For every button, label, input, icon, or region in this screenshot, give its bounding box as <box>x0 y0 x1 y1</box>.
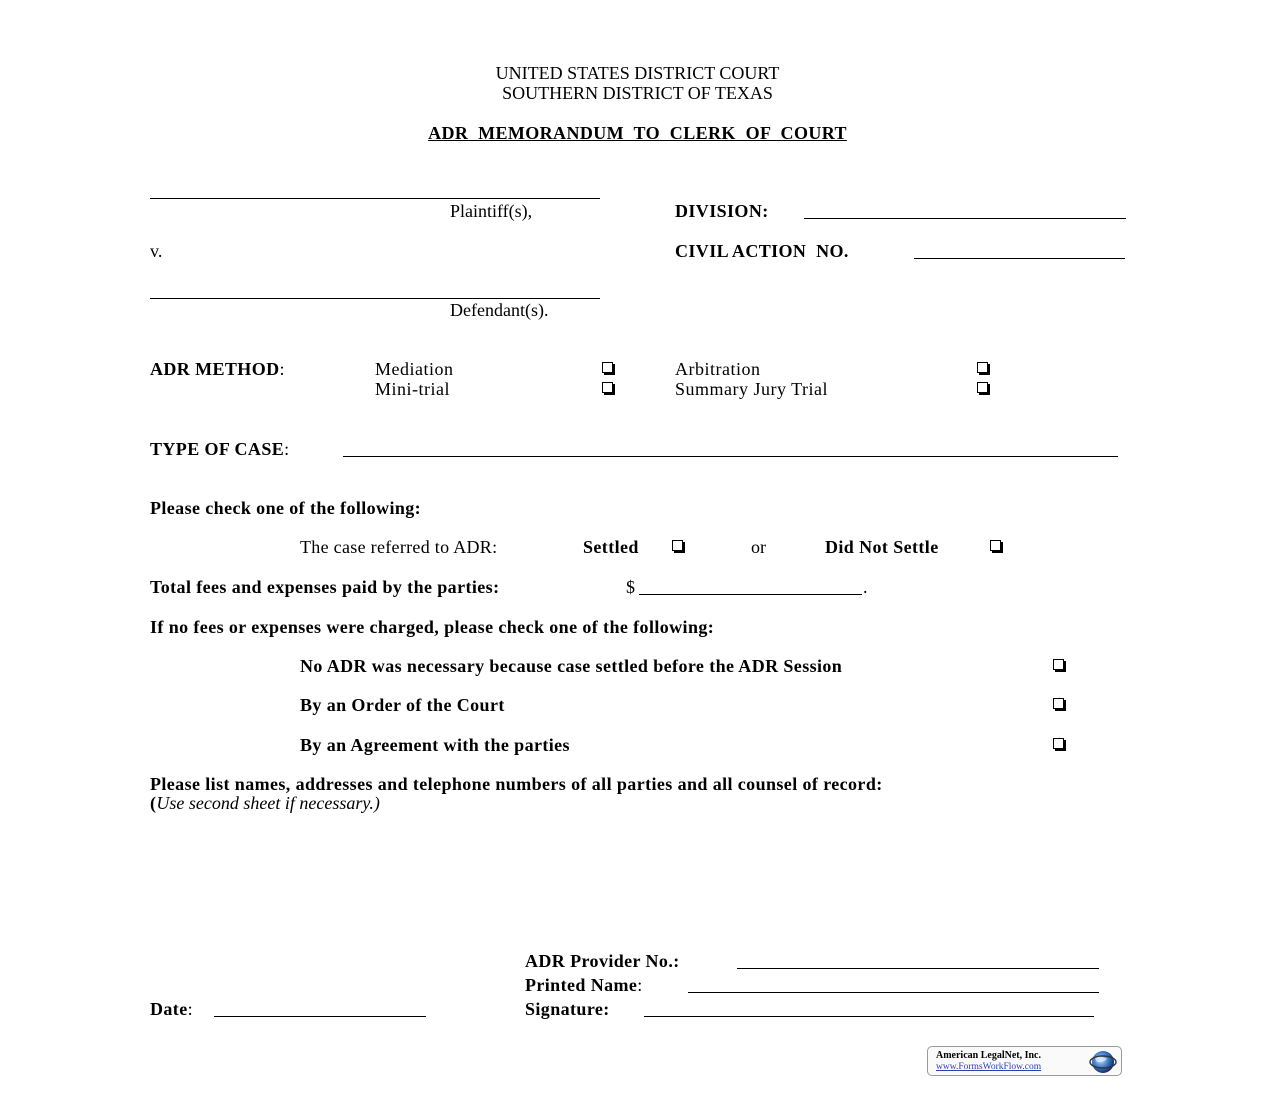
civil-action-number-field[interactable] <box>914 241 1125 259</box>
court-name: UNITED STATES DISTRICT COURT <box>495 63 780 83</box>
provider-number-field[interactable] <box>737 951 1099 969</box>
did-not-settle-checkbox[interactable] <box>990 540 1001 551</box>
agreement-with-parties-label: By an Agreement with the parties <box>300 735 570 755</box>
summary-jury-trial-label: Summary Jury Trial <box>675 379 829 399</box>
adr-method-colon: : <box>279 359 285 379</box>
adr-method-label: ADR METHOD <box>150 359 280 379</box>
versus-text: v. <box>150 241 163 261</box>
signature-field[interactable] <box>644 999 1094 1017</box>
order-of-court-label: By an Order of the Court <box>300 695 505 715</box>
printed-name-label: Printed Name <box>525 975 638 995</box>
no-adr-necessary-checkbox[interactable] <box>1053 659 1064 670</box>
fees-period: . <box>863 577 868 597</box>
form-title: ADR MEMORANDUM TO CLERK OF COURT <box>428 123 847 143</box>
type-of-case-field[interactable] <box>343 439 1118 457</box>
defendant-name-field[interactable] <box>150 280 600 298</box>
provider-number-label: ADR Provider No.: <box>525 951 680 971</box>
mediation-checkbox[interactable] <box>602 362 613 373</box>
order-of-court-checkbox[interactable] <box>1053 698 1064 709</box>
total-fees-field[interactable] <box>639 577 862 595</box>
division-label: DIVISION: <box>675 201 769 221</box>
date-label: Date <box>150 999 188 1019</box>
american-legalnet-logo[interactable] <box>927 1046 1122 1076</box>
mini-trial-label: Mini-trial <box>375 379 450 399</box>
agreement-with-parties-checkbox[interactable] <box>1053 738 1064 749</box>
parties-note-text: Use second sheet if necessary.) <box>156 793 380 813</box>
no-adr-necessary-label: No ADR was necessary because case settled before the ADR Session <box>300 656 843 676</box>
plaintiff-label: Plaintiff(s), <box>450 201 533 221</box>
currency-symbol: $ <box>626 577 635 597</box>
or-text: or <box>751 537 766 557</box>
date-heading <box>150 999 193 1019</box>
mediation-label: Mediation <box>375 359 454 379</box>
printed-name-colon: : <box>637 975 643 995</box>
settlement-instruction: Please check one of the following: <box>150 498 422 518</box>
printed-name-heading <box>525 975 642 995</box>
signature-label: Signature: <box>525 999 610 1019</box>
summary-jury-trial-checkbox[interactable] <box>977 382 988 393</box>
court-district: SOUTHERN DISTRICT OF TEXAS <box>502 83 773 103</box>
printed-name-field[interactable] <box>688 975 1099 993</box>
logo-url-link[interactable]: www.FormsWorkFlow.com <box>936 1062 1042 1072</box>
mini-trial-checkbox[interactable] <box>602 382 613 393</box>
civil-action-label: CIVIL ACTION NO. <box>675 241 849 261</box>
parties-instruction: Please list names, addresses and telephone numbers of all parties and all counsel of record: <box>150 774 883 794</box>
date-field[interactable] <box>214 999 426 1017</box>
adr-method-heading <box>150 359 285 379</box>
no-fees-instruction: If no fees or expenses were charged, please check one of the following: <box>150 617 715 637</box>
division-field[interactable] <box>804 201 1126 219</box>
did-not-settle-label: Did Not Settle <box>825 537 939 557</box>
settled-checkbox[interactable] <box>672 540 683 551</box>
parties-note <box>150 793 380 813</box>
type-of-case-label: TYPE OF CASE <box>150 439 285 459</box>
settlement-prefix: The case referred to ADR: <box>300 537 498 557</box>
type-of-case-heading <box>150 439 289 459</box>
arbitration-checkbox[interactable] <box>977 362 988 373</box>
logo-company-name: American LegalNet, Inc. <box>936 1050 1041 1061</box>
globe-icon <box>1085 1049 1117 1075</box>
settled-label: Settled <box>583 537 639 557</box>
type-of-case-colon: : <box>284 439 290 459</box>
defendant-label: Defendant(s). <box>450 300 549 320</box>
date-colon: : <box>187 999 193 1019</box>
parties-note-paren: ( <box>150 793 157 813</box>
arbitration-label: Arbitration <box>675 359 761 379</box>
plaintiff-name-field[interactable] <box>150 180 600 198</box>
total-fees-label: Total fees and expenses paid by the parties: <box>150 577 500 597</box>
